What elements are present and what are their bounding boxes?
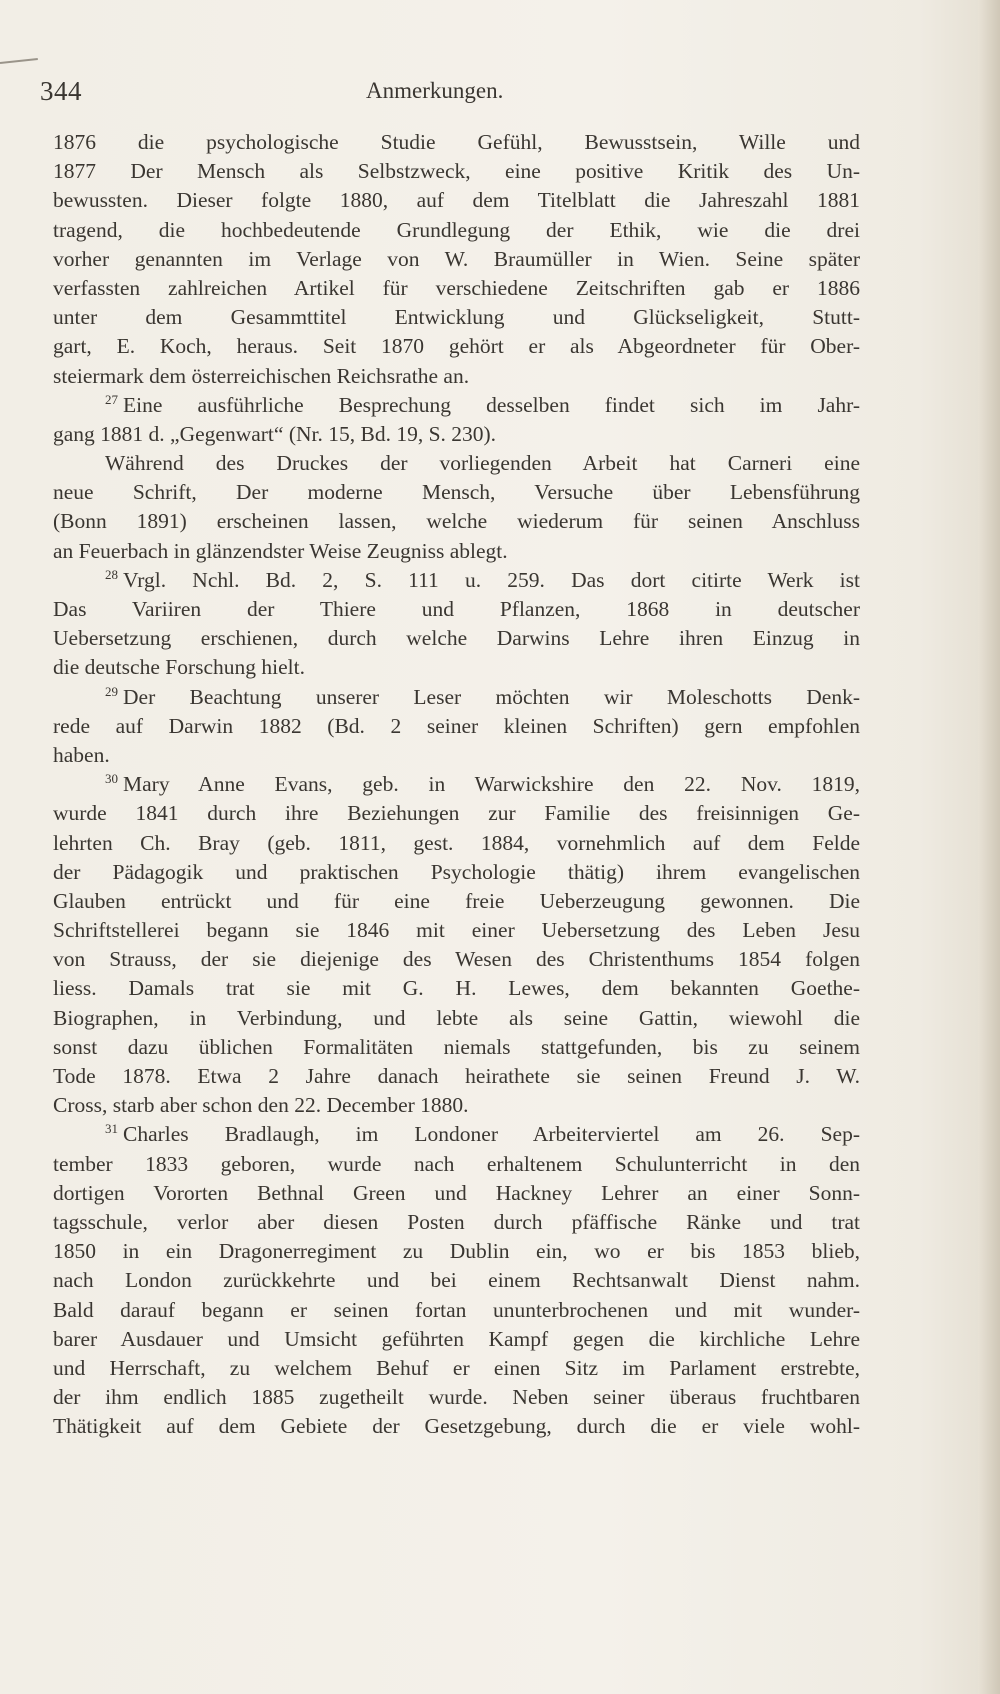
line-text: bewussten. Dieser folgte 1880, auf dem Titelblatt die Jahreszahl 1881 (53, 188, 860, 213)
text-line (53, 537, 860, 566)
text-line (53, 1004, 860, 1033)
text-line (53, 945, 860, 974)
line-text: wurde 1841 durch ihre Beziehungen zur Familie des freisinnigen Ge- (53, 801, 860, 826)
footnote-number: 27 (105, 391, 118, 407)
text-line (53, 1179, 860, 1208)
line-text: Das Variiren der Thiere und Pflanzen, 1868 in deutscher (53, 597, 860, 621)
line-text: 1876 die psychologische Studie Gefühl, Bewusstsein, Wille und (53, 130, 860, 154)
line-text: Vrgl. Nchl. Bd. 2, S. 111 u. 259. Das dort citirte Werk ist (123, 567, 860, 592)
line-text: gart, E. Koch, heraus. Seit 1870 gehört er als Abgeordneter für Ober- (53, 334, 860, 359)
line-text: verfassten zahlreichen Artikel für verschiedene Zeitschriften gab er 1886 (53, 275, 860, 300)
line-text: dortigen Vororten Bethnal Green und Hackney Lehrer an einer Sonn- (53, 1180, 860, 1205)
text-line (53, 712, 860, 741)
text-line (53, 858, 860, 887)
text-line (53, 245, 860, 274)
text-line (53, 507, 860, 536)
text-line (53, 332, 860, 361)
line-text: haben. (53, 742, 110, 767)
line-text: Cross, starb aber schon den 22. December 1880. (53, 1093, 469, 1118)
text-line (53, 157, 860, 186)
text-line (53, 653, 860, 682)
line-text: liess. Damals trat sie mit G. H. Lewes, dem bekannten Goethe- (53, 976, 860, 1001)
text-line (53, 303, 860, 332)
line-text: Glauben entrückt und für eine freie Ueberzeugung gewonnen. Die (53, 888, 860, 913)
text-line (53, 624, 860, 653)
text-line (53, 362, 860, 391)
line-text: rede auf Darwin 1882 (Bd. 2 seiner kleinen Schriften) gern empfohlen (53, 713, 860, 738)
text-line (53, 1208, 860, 1237)
text-line (53, 478, 860, 507)
line-text: Uebersetzung erschienen, durch welche Darwins Lehre ihren Einzug in (53, 626, 860, 651)
text-line (53, 1062, 860, 1091)
footnote-number: 28 (105, 566, 118, 582)
line-text: an Feuerbach in glänzendster Weise Zeugniss ablegt. (53, 538, 508, 563)
line-text: nach London zurückkehrte und bei einem Rechtsanwalt Dienst nahm. (53, 1268, 860, 1293)
line-text: vorher genannten im Verlage von W. Braumüller in Wien. Seine später (53, 246, 860, 271)
footnote-number: 30 (105, 771, 118, 787)
text-line (53, 829, 860, 858)
line-text: sonst dazu üblichen Formalitäten niemals stattgefunden, bis zu seinem (53, 1034, 860, 1059)
page-number: 344 (40, 76, 82, 106)
line-text: Eine ausführliche Besprechung desselben findet sich im Jahr- (123, 392, 860, 417)
text-line (53, 274, 860, 303)
text-line (53, 1091, 860, 1120)
line-text: Tode 1878. Etwa 2 Jahre danach heirathete sie seinen Freund J. W. (53, 1064, 860, 1088)
text-line (53, 887, 860, 916)
line-text: 1850 in ein Dragonerregiment zu Dublin ein, wo er bis 1853 blieb, (53, 1239, 860, 1264)
footnote-start-line (53, 566, 860, 595)
text-line (53, 1412, 860, 1441)
footnote-start-line (53, 1120, 860, 1149)
text-line (53, 799, 860, 828)
line-text: 1877 Der Mensch als Selbstzweck, eine positive Kritik des Un- (53, 159, 860, 184)
footnote-number: 29 (105, 683, 118, 699)
line-text: barer Ausdauer und Umsicht geführten Kampf gegen die kirchliche Lehre (53, 1326, 860, 1351)
notes-text-block (53, 128, 860, 1441)
line-text: tember 1833 geboren, wurde nach erhaltenem Schulunterricht in den (53, 1151, 860, 1176)
text-line (53, 741, 860, 770)
line-text: gang 1881 d. „Gegenwart“ (Nr. 15, Bd. 19, S. 230). (53, 421, 497, 446)
text-line (53, 1296, 860, 1325)
line-text: lehrten Ch. Bray (geb. 1811, gest. 1884, vornehmlich auf dem Felde (53, 830, 860, 855)
text-line (53, 1383, 860, 1412)
text-line (53, 128, 860, 157)
text-line (53, 449, 860, 478)
line-text: der ihm endlich 1885 zugetheilt wurde. Neben seiner überaus fruchtbaren (53, 1385, 860, 1410)
text-line (53, 974, 860, 1003)
text-line (53, 1266, 860, 1295)
line-text: tragend, die hochbedeutende Grundlegung der Ethik, wie die drei (53, 217, 860, 242)
footnote-start-line (53, 391, 860, 420)
line-text: Bald darauf begann er seinen fortan ununterbrochenen und mit wunder- (53, 1297, 860, 1322)
text-line (53, 1325, 860, 1354)
line-text: Biographen, in Verbindung, und lebte als seine Gattin, wiewohl die (53, 1005, 860, 1030)
line-text: die deutsche Forschung hielt. (53, 655, 305, 680)
line-text: Während des Druckes der vorliegenden Arbeit hat Carneri eine (105, 451, 860, 476)
text-line (53, 1033, 860, 1062)
text-line (53, 1237, 860, 1266)
text-line (53, 595, 860, 624)
page-edge-shadow (978, 0, 1000, 1694)
footnote-number: 31 (105, 1121, 118, 1137)
corner-pencil-mark (0, 58, 38, 64)
line-text: Der Beachtung unserer Leser möchten wir Moleschotts Denk- (123, 684, 860, 709)
line-text: unter dem Gesammttitel Entwicklung und Glückseligkeit, Stutt- (53, 305, 860, 330)
footnote-start-line (53, 770, 860, 799)
text-line (53, 420, 860, 449)
line-text: Thätigkeit auf dem Gebiete der Gesetzgebung, durch die er viele wohl- (53, 1414, 860, 1439)
line-text: und Herrschaft, zu welchem Behuf er einen Sitz im Parlament erstrebte, (53, 1355, 860, 1380)
page-header (40, 76, 860, 110)
line-text: tagsschule, verlor aber diesen Posten durch pfäffische Ränke und trat (53, 1209, 860, 1234)
text-line (53, 1150, 860, 1179)
line-text: steiermark dem österreichischen Reichsrathe an. (53, 363, 470, 388)
line-text: Mary Anne Evans, geb. in Warwickshire den 22. Nov. 1819, (123, 772, 860, 797)
line-text: der Pädagogik und praktischen Psychologie thätig) ihrem evangelischen (53, 859, 860, 884)
text-line (53, 1354, 860, 1383)
footnote-start-line (53, 683, 860, 712)
line-text: von Strauss, der sie diejenige des Wesen des Christenthums 1854 folgen (53, 947, 860, 972)
line-text: Schriftstellerei begann sie 1846 mit einer Uebersetzung des Leben Jesu (53, 918, 860, 943)
text-line (53, 216, 860, 245)
line-text: neue Schrift, Der moderne Mensch, Versuche über Lebensführung (53, 480, 860, 505)
text-line (53, 186, 860, 215)
line-text: (Bonn 1891) erscheinen lassen, welche wiederum für seinen Anschluss (53, 509, 860, 534)
text-line (53, 916, 860, 945)
line-text: Charles Bradlaugh, im Londoner Arbeiterviertel am 26. Sep- (123, 1122, 860, 1147)
running-head: Anmerkungen. (366, 78, 504, 103)
